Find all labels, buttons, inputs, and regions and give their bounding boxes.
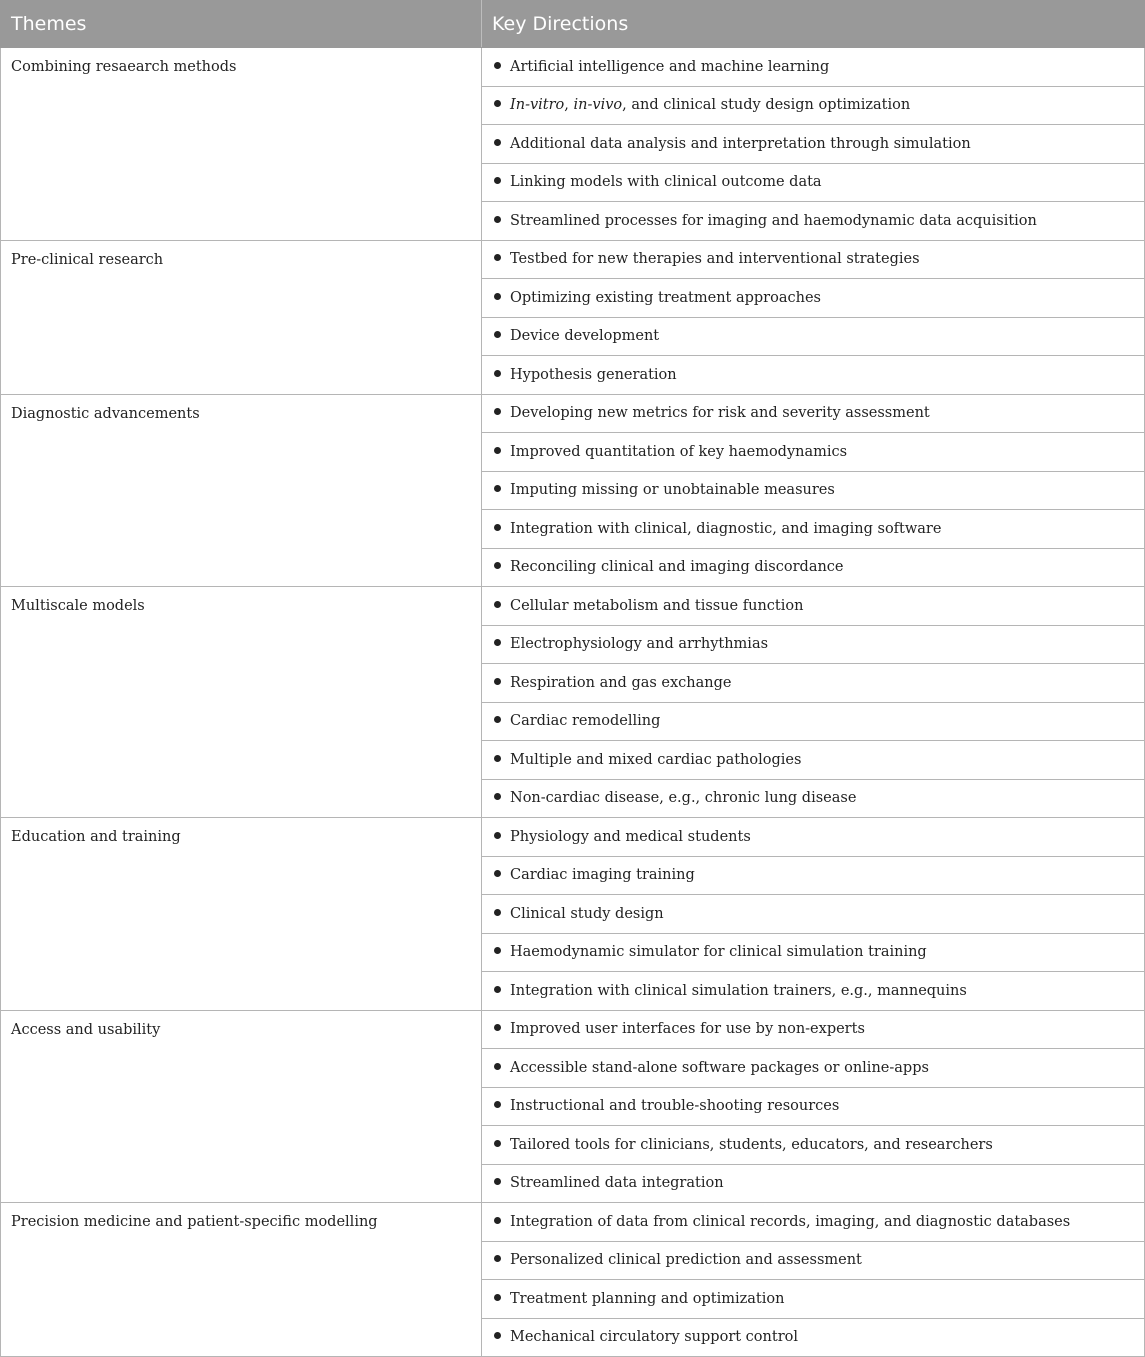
direction-cell [482, 1280, 1145, 1319]
direction-cell [482, 433, 1145, 472]
direction-text: Multiple and mixed cardiac pathologies [510, 751, 802, 768]
bullet-icon [494, 986, 501, 993]
bullet-icon [494, 100, 501, 107]
direction-cell [482, 48, 1145, 87]
bullet-icon [494, 447, 501, 454]
theme-cell: Diagnostic advancements [1, 394, 482, 587]
direction-cell [482, 818, 1145, 857]
direction-text: Integration of data from clinical records, imaging, and diagnostic databases [510, 1213, 1071, 1230]
direction-cell [482, 1010, 1145, 1049]
direction-cell [482, 1241, 1145, 1280]
direction-text: Mechanical circulatory support control [510, 1329, 798, 1346]
table-row [1, 394, 1145, 433]
direction-cell [482, 933, 1145, 972]
direction-cell [482, 1318, 1145, 1357]
theme-cell: Combining resaearch methods [1, 48, 482, 241]
bullet-icon [494, 1024, 501, 1031]
direction-text: Cardiac imaging training [510, 867, 695, 884]
theme-cell: Access and usability [1, 1010, 482, 1203]
direction-text: Integration with clinical, diagnostic, and imaging software [510, 520, 942, 537]
bullet-icon [494, 254, 501, 261]
direction-cell [482, 510, 1145, 549]
table-row [1, 818, 1145, 857]
direction-text: Developing new metrics for risk and severity assessment [510, 405, 930, 422]
direction-cell [482, 471, 1145, 510]
theme-cell: Precision medicine and patient-specific modelling [1, 1203, 482, 1357]
direction-text: Personalized clinical prediction and assessment [510, 1252, 862, 1269]
bullet-icon [494, 562, 501, 569]
direction-text: Integration with clinical simulation trainers, e.g., mannequins [510, 982, 967, 999]
header-themes: Themes [1, 1, 482, 48]
direction-text: Device development [510, 328, 660, 345]
direction-cell [482, 86, 1145, 125]
bullet-icon [494, 639, 501, 646]
theme-cell: Pre-clinical research [1, 240, 482, 394]
bullet-icon [494, 331, 501, 338]
direction-cell [482, 279, 1145, 318]
direction-text: Haemodynamic simulator for clinical simulation training [510, 944, 927, 961]
direction-text: Respiration and gas exchange [510, 674, 732, 691]
bullet-icon [494, 1140, 501, 1147]
bullet-icon [494, 870, 501, 877]
direction-text: Tailored tools for clinicians, students, educators, and researchers [510, 1136, 993, 1153]
direction-cell [482, 163, 1145, 202]
bullet-icon [494, 139, 501, 146]
direction-cell [482, 125, 1145, 164]
direction-cell [482, 356, 1145, 395]
direction-text: Testbed for new therapies and interventional strategies [510, 251, 920, 268]
direction-text: Improved user interfaces for use by non-experts [510, 1021, 865, 1038]
table-row [1, 1203, 1145, 1242]
bullet-icon [494, 62, 501, 69]
bullet-icon [494, 909, 501, 916]
direction-text: Optimizing existing treatment approaches [510, 289, 821, 306]
bullet-icon [494, 485, 501, 492]
theme-cell: Multiscale models [1, 587, 482, 818]
direction-text: Streamlined data integration [510, 1175, 724, 1192]
bullet-icon [494, 678, 501, 685]
direction-cell [482, 856, 1145, 895]
bullet-icon [494, 716, 501, 723]
direction-cell [482, 202, 1145, 241]
bullet-icon [494, 1332, 501, 1339]
direction-text: Reconciling clinical and imaging discordance [510, 559, 844, 576]
theme-cell: Education and training [1, 818, 482, 1011]
table-row [1, 240, 1145, 279]
header-row [1, 1, 1145, 48]
direction-cell [482, 240, 1145, 279]
bullet-icon [494, 1178, 501, 1185]
direction-text: Electrophysiology and arrhythmias [510, 636, 769, 653]
bullet-icon [494, 293, 501, 300]
table-row [1, 1010, 1145, 1049]
direction-text: Cellular metabolism and tissue function [510, 597, 804, 614]
bullet-icon [494, 1063, 501, 1070]
bullet-icon [494, 1294, 501, 1301]
bullet-icon [494, 216, 501, 223]
direction-text: Physiology and medical students [510, 828, 751, 845]
direction-cell [482, 1203, 1145, 1242]
direction-cell [482, 1049, 1145, 1088]
bullet-icon [494, 370, 501, 377]
direction-text: Additional data analysis and interpretation through simulation [510, 135, 971, 152]
direction-cell [482, 972, 1145, 1011]
direction-text: Non-cardiac disease, e.g., chronic lung disease [510, 790, 857, 807]
table-row [1, 48, 1145, 87]
bullet-icon [494, 1101, 501, 1108]
bullet-icon [494, 832, 501, 839]
direction-cell [482, 741, 1145, 780]
direction-cell [482, 1126, 1145, 1165]
header-key-directions: Key Directions [482, 1, 1145, 48]
direction-cell [482, 1087, 1145, 1126]
direction-cell [482, 702, 1145, 741]
direction-cell [482, 587, 1145, 626]
direction-cell [482, 548, 1145, 587]
direction-cell [482, 625, 1145, 664]
bullet-icon [494, 601, 501, 608]
direction-text: Treatment planning and optimization [510, 1290, 785, 1307]
direction-cell [482, 779, 1145, 818]
direction-text: Imputing missing or unobtainable measures [510, 482, 835, 499]
direction-cell [482, 1164, 1145, 1203]
direction-text: Artificial intelligence and machine learning [510, 58, 830, 75]
bullet-icon [494, 408, 501, 415]
direction-text: In-vitro, in-vivo, and clinical study design optimization [510, 97, 911, 114]
direction-text: Improved quantitation of key haemodynamics [510, 443, 848, 460]
bullet-icon [494, 1255, 501, 1262]
bullet-icon [494, 524, 501, 531]
direction-cell [482, 895, 1145, 934]
bullet-icon [494, 947, 501, 954]
bullet-icon [494, 755, 501, 762]
direction-text: Streamlined processes for imaging and haemodynamic data acquisition [510, 212, 1037, 229]
direction-text: Accessible stand-alone software packages or online-apps [510, 1059, 929, 1076]
table-row [1, 587, 1145, 626]
bullet-icon [494, 1217, 501, 1224]
direction-cell [482, 317, 1145, 356]
direction-cell [482, 394, 1145, 433]
bullet-icon [494, 793, 501, 800]
direction-text: Instructional and trouble-shooting resources [510, 1098, 840, 1115]
direction-text: Clinical study design [510, 905, 664, 922]
bullet-icon [494, 177, 501, 184]
direction-cell [482, 664, 1145, 703]
direction-text: Linking models with clinical outcome data [510, 174, 822, 191]
direction-text: Cardiac remodelling [510, 713, 661, 730]
direction-text: Hypothesis generation [510, 366, 677, 383]
